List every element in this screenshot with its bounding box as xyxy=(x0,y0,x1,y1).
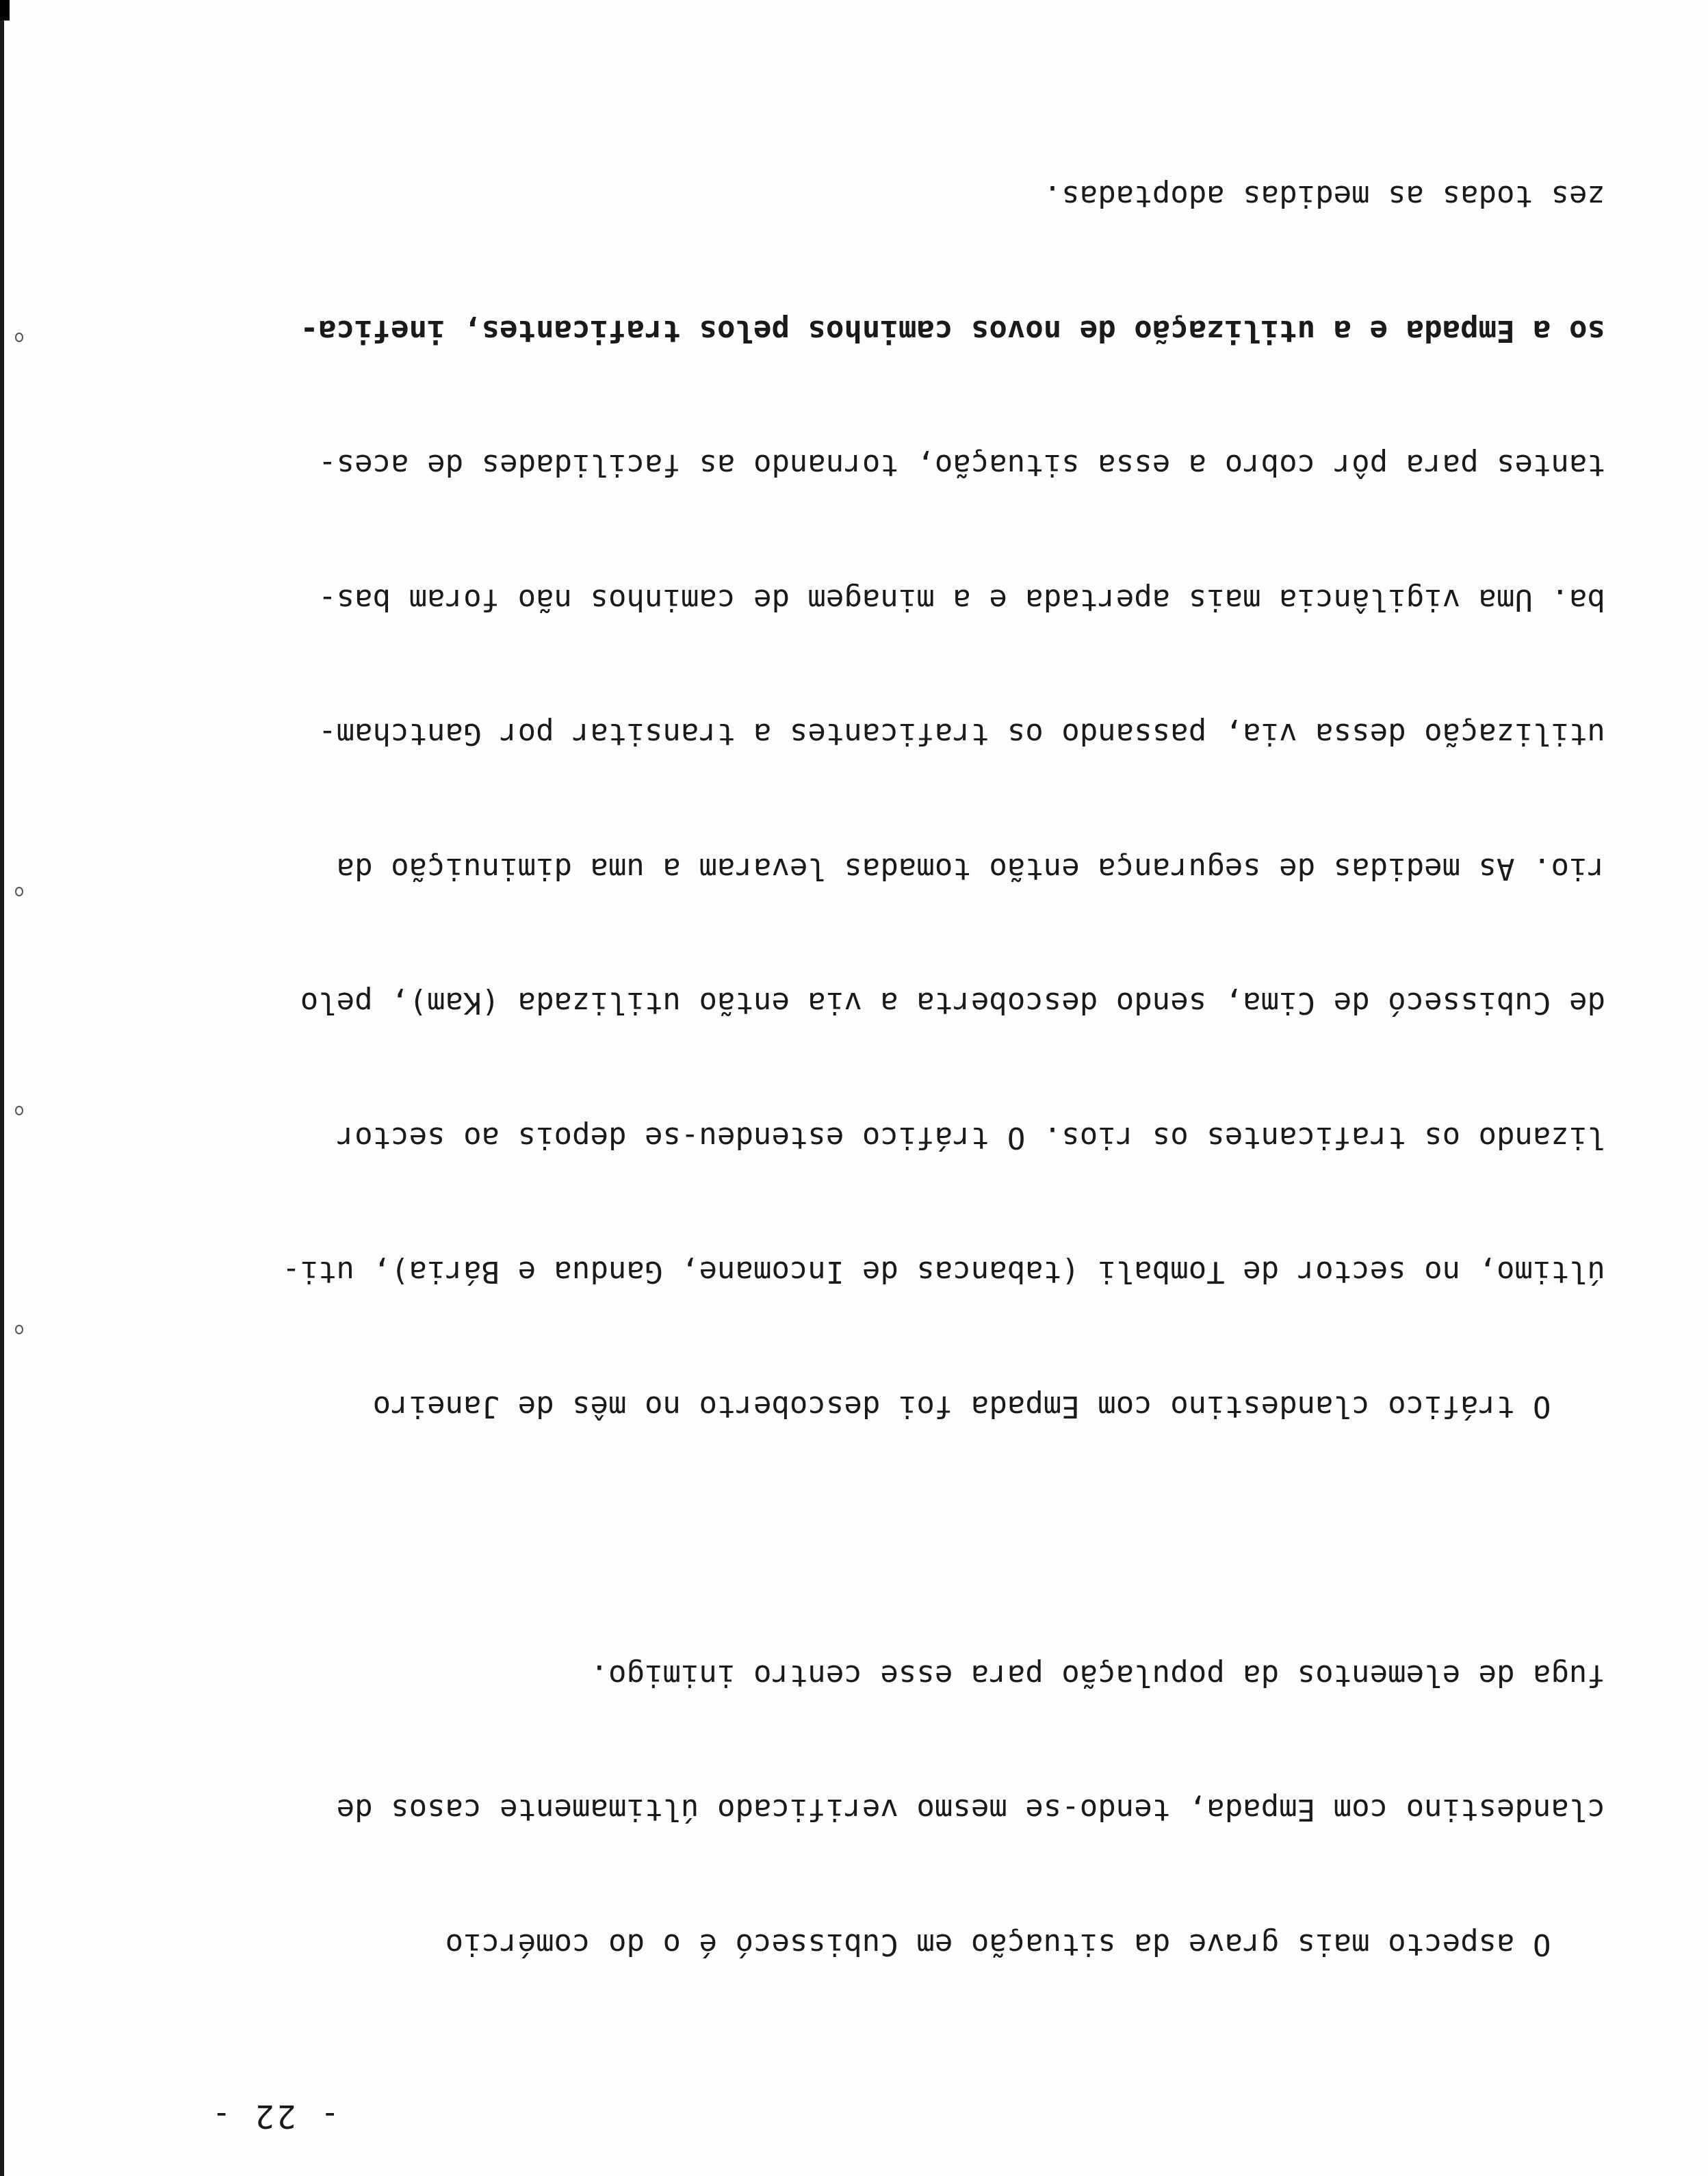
punch-hole xyxy=(15,887,23,896)
punch-hole xyxy=(15,1325,23,1334)
text-line: utilização dessa via, passando os traficantes a transitar por Gantcham- xyxy=(318,716,1605,752)
text-line: so a Empada e a utilização de novos caminhos pelos traficantes, inefica- xyxy=(300,313,1605,348)
page-number: - 22 - xyxy=(209,2098,339,2135)
text-line: O aspecto mais grave da situação em Cubissecó é o do comércio xyxy=(445,1927,1605,1962)
text-line: ba. Uma vigilância mais apertada e a minagem de caminhos não foram bas- xyxy=(318,582,1605,617)
paragraph-gap xyxy=(86,1518,1605,1564)
paragraph-gap xyxy=(86,40,1605,85)
text-line: tantes para pôr cobro a essa situação, tornando as facilidades de aces- xyxy=(318,448,1605,483)
text-line: de Cubissecó de Cima, sendo descoberta a via então utilizada (Kam), pelo xyxy=(300,985,1605,1021)
punch-hole xyxy=(15,333,23,342)
text-line: último, no sector de Tombali (tabancas de Incomane, Gandua e Bária), uti- xyxy=(282,1254,1605,1290)
text-line: O tráfico clandestino com Empada foi descoberto no mês de Janeiro xyxy=(372,1389,1605,1424)
text-line: rio. As medidas de segurança então tomadas levaram a uma diminuição da xyxy=(336,851,1605,886)
text-line: lizando os traficantes os rios. O tráfico estendeu-se depois ao sector xyxy=(336,1120,1605,1155)
binding-edge xyxy=(0,0,4,2176)
binding-tab xyxy=(0,0,10,21)
text-line: zes todas as medidas adoptadas. xyxy=(1043,179,1605,214)
text-line: fuga de elementos da população para esse centro inimigo. xyxy=(590,1658,1605,1693)
body-text xyxy=(86,0,1605,2056)
text-line: clandestino com Empada, tendo-se mesmo verificado últimamente casos de xyxy=(336,1792,1605,1828)
punch-hole xyxy=(15,1106,23,1115)
